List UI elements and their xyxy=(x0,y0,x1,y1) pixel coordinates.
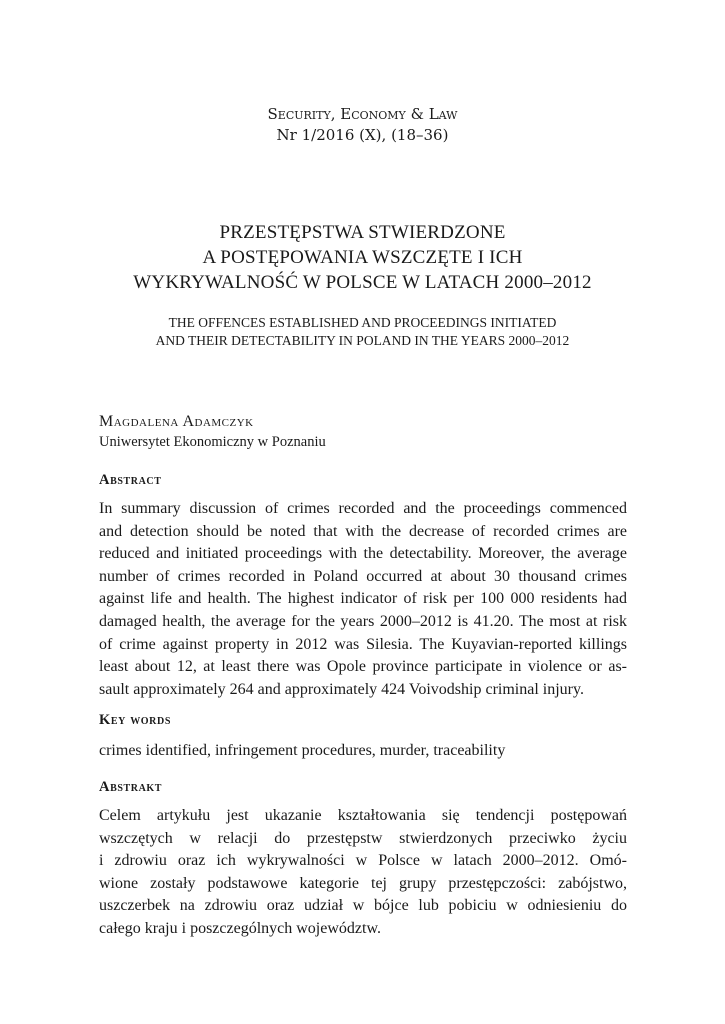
article-title-english xyxy=(60,314,665,350)
abstract-line: damaged health, the average for the years 2000–2012 is 41.20. The most at risk xyxy=(99,612,627,630)
abstract-line: and detection should be noted that with the decrease of recorded crimes are xyxy=(99,522,627,540)
keywords-heading: Key words xyxy=(99,712,171,728)
journal-title: Security, Economy & Law xyxy=(267,105,458,123)
abstrakt-heading: Abstrakt xyxy=(99,779,163,795)
abstract-line: sault approximately 264 and approximately 424 Voivodship criminal injury. xyxy=(99,680,584,698)
abstrakt-line: uszczerbek na zdrowiu oraz udział w bójce lub pobiciu w odniesieniu do xyxy=(99,897,627,915)
abstrakt-line: Celem artykułu jest ukazanie kształtowania się tendencji postępowań xyxy=(99,807,627,824)
abstrakt-line: całego kraju i poszczególnych województw. xyxy=(99,919,381,937)
keywords-line: crimes identified, infringement procedures, murder, traceability xyxy=(99,742,506,759)
abstrakt-line: wione zostały podstawowe kategorie tej grupy przestępczości: zabójstwo, xyxy=(99,874,627,892)
abstract-line: least about 12, at least there was Opole province participate in violence or as- xyxy=(99,658,627,676)
abstract-line: against life and health. The highest indicator of risk per 100 000 residents had xyxy=(99,590,627,608)
abstract-line: In summary discussion of crimes recorded and the proceedings commenced xyxy=(99,500,627,517)
abstrakt-line: wszczętych w relacji do przestępstw stwierdzonych przeciwko życiu xyxy=(99,829,627,847)
title-en-line: THE OFFENCES ESTABLISHED AND PROCEEDINGS INITIATED xyxy=(168,315,557,330)
author-name: Magdalena Adamczyk xyxy=(99,413,254,430)
title-en-line: AND THEIR DETECTABILITY IN POLAND IN THE YEARS 2000–2012 xyxy=(155,333,570,348)
abstract-text xyxy=(99,498,627,701)
abstrakt-line: i zdrowiu oraz ich wykrywalności w Polsce w latach 2000–2012. Omó- xyxy=(99,852,627,870)
title-pl-line: A POSTĘPOWANIA WSZCZĘTE I ICH xyxy=(202,247,523,268)
title-pl-line: PRZESTĘPSTWA STWIERDZONE xyxy=(219,222,506,243)
keywords-text xyxy=(99,740,627,763)
author-affiliation: Uniwersytet Ekonomiczny w Poznaniu xyxy=(99,434,326,450)
author-block xyxy=(99,412,326,452)
abstract-line: reduced and initiated proceedings with the detectability. Moreover, the average xyxy=(99,545,627,563)
abstract-line: of crime against property in 2012 was Silesia. The Kuyavian-reported killings xyxy=(99,635,627,653)
abstract-line: number of crimes recorded in Poland occurred at about 30 thousand crimes xyxy=(99,567,627,585)
title-pl-line: WYKRYWALNOŚĆ W POLSCE W LATACH 2000–2012 xyxy=(133,272,592,293)
journal-issue: Nr 1/2016 (X), (18–36) xyxy=(276,126,449,144)
article-title-polish xyxy=(60,220,665,295)
journal-header xyxy=(0,104,725,146)
abstrakt-text xyxy=(99,805,627,941)
abstract-heading: Abstract xyxy=(99,472,162,488)
